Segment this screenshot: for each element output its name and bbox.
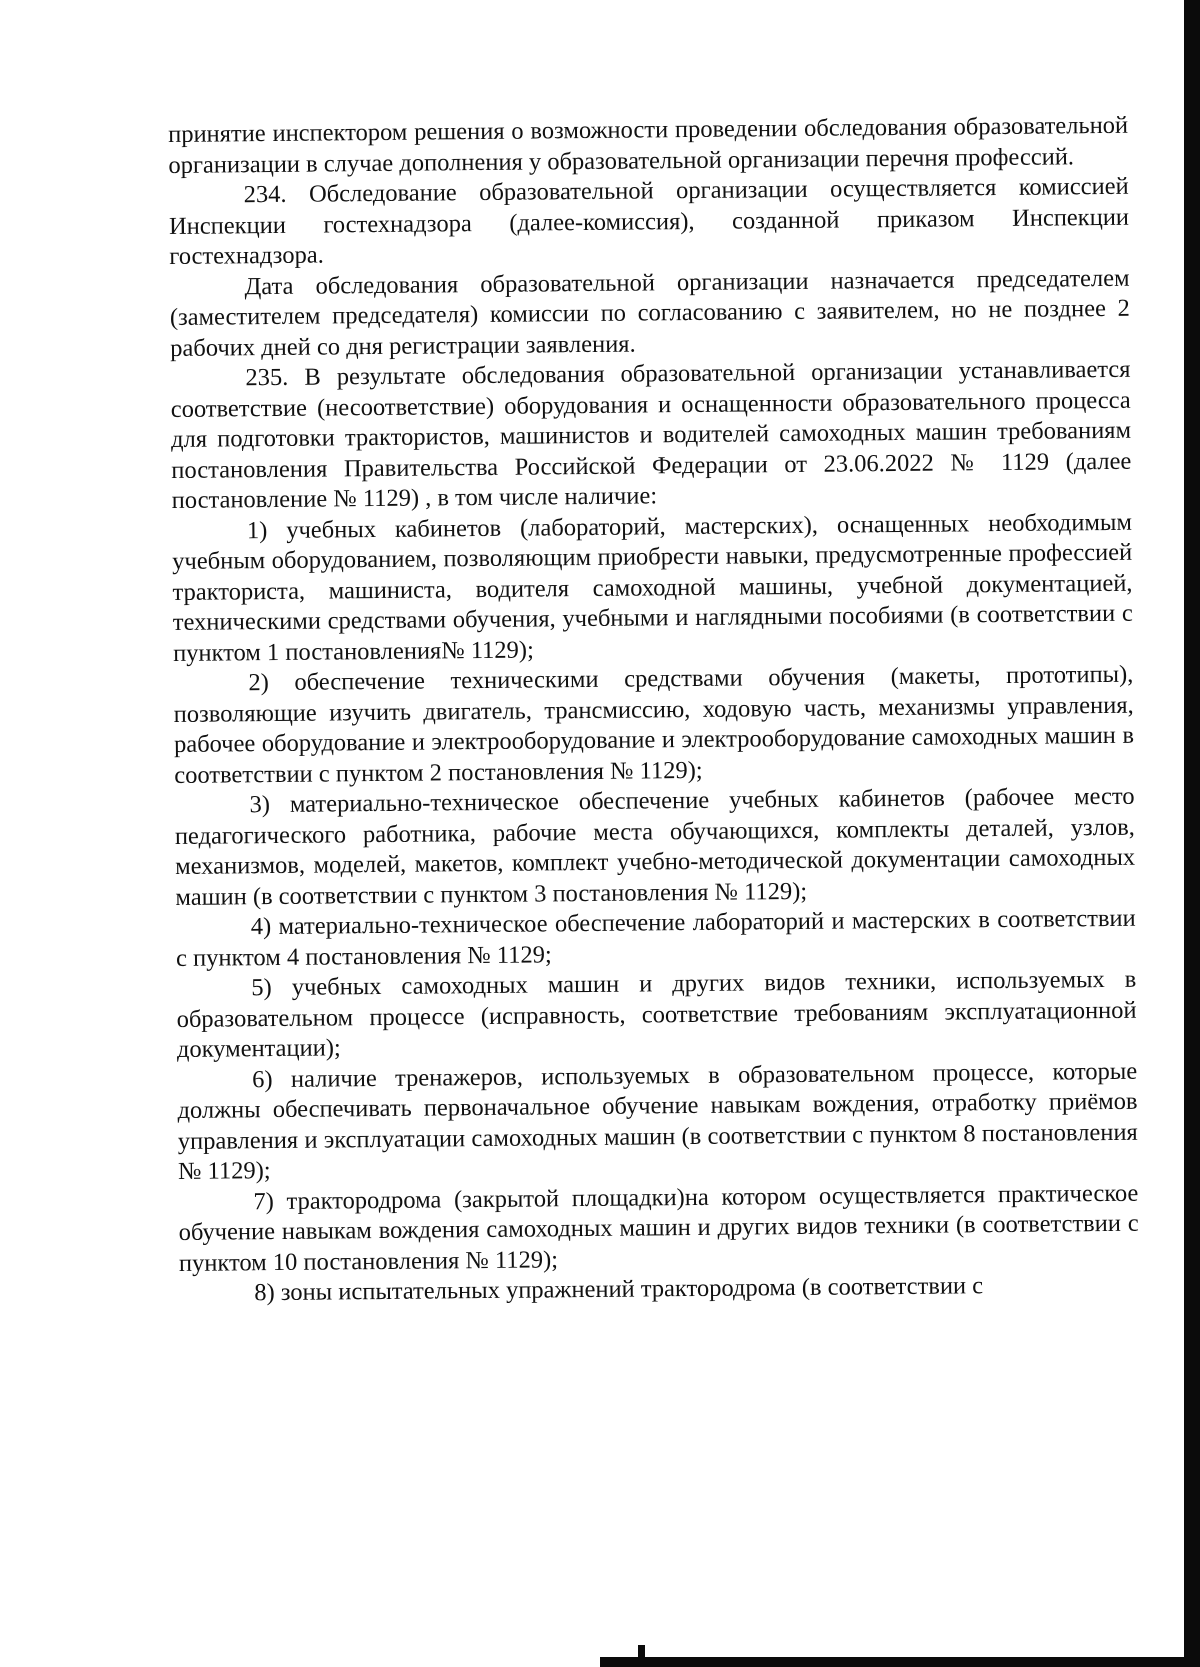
- paragraph-inspection-date: Дата обследования образовательной организации назначается председателем (заместителем председателя) комиссии по согласованию с заявителем, но не позднее 2 рабочих дней со дня регистрации заявления.: [169, 264, 1130, 362]
- scan-dark-edge-bottom: [600, 1657, 1200, 1667]
- paragraph-234: 234. Обследование образовательной организации осуществляется комиссией Инспекции гостехнадзора (далее-комиссия), созданной приказом Инспекции гостехнадзора.: [168, 172, 1130, 270]
- scan-dark-edge-right: [1184, 0, 1200, 1667]
- document-page: [168, 111, 1139, 1310]
- list-item-2: 2) обеспечение техническими средствами обучения (макеты, прототипы), позволяющие изучить двигатель, трансмиссию, ходовую часть, механизмы управления, рабочее оборудование и электрооборудование и электрооборудование самоходных машин в соответствии с пунктом 2 постановления № 1129);: [173, 660, 1135, 789]
- list-item-7: 7) трактородрома (закрытой площадки)на котором осуществляется практическое обучение навыкам вождения самоходных машин и других видов техники (в соответствии с пунктом 10 постановления № 1129);: [178, 1179, 1139, 1277]
- list-item-5: 5) учебных самоходных машин и других видов техники, используемых в образовательном процессе (исправность, соответствие требованиям эксплуатационной документации);: [176, 965, 1137, 1063]
- list-item-1: 1) учебных кабинетов (лабораторий, мастерских), оснащенных необходимым учебным оборудованием, позволяющим приобрести навыки, предусмотренные профессией тракториста, машиниста, водителя самоходной машины, учебной документацией, техническими средствами обучения, учебными и наглядными пособиями (в соответствии с пунктом 1 постановления№ 1129);: [172, 508, 1133, 667]
- scan-edge-mark: [638, 1645, 645, 1659]
- list-item-6: 6) наличие тренажеров, используемых в образовательном процессе, которые должны обеспечивать первоначальное обучение навыкам вождения, отработку приёмов управления и эксплуатации самоходных машин (в соответствии с пунктом 8 постановления № 1129);: [177, 1057, 1138, 1185]
- list-item-8: 8) зоны испытательных упражнений трактородрома (в соответствии с: [254, 1272, 984, 1307]
- list-item-4: 4) материально-техническое обеспечение лабораторий и мастерских в соответствии с пунктом 4 постановления № 1129;: [175, 904, 1136, 972]
- paragraph-235: 235. В результате обследования образовательной организации устанавливается соответствие (несоответствие) оборудования и оснащенности образовательного процесса для подготовки трактористов, машинистов и водителей самоходных машин требованиям постановления Правительства Российской Федерации от 23.06.2022 № 1129 (далее постановление № 1129) , в том числе наличие:: [170, 355, 1132, 514]
- list-item-3: 3) материально-техническое обеспечение учебных кабинетов (рабочее место педагогического работника, рабочие места обучающихся, комплекты деталей, узлов, механизмов, моделей, макетов, комплект учебно-методической документации самоходных машин (в соответствии с пунктом 3 постановления № 1129);: [174, 782, 1136, 911]
- paragraph-continuation: принятие инспектором решения о возможности проведении обследования образовательной организации в случае дополнения у образовательной организации перечня профессий.: [168, 111, 1129, 179]
